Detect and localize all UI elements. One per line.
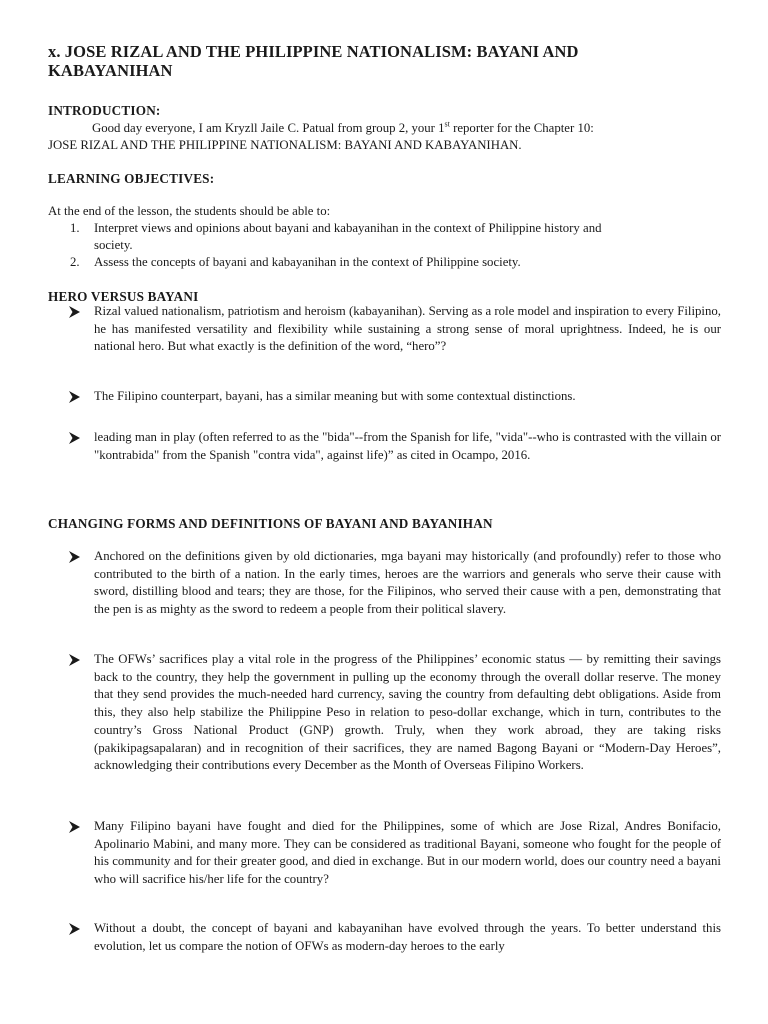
introduction-text-end: reporter for the Chapter 10: xyxy=(449,121,594,135)
arrowhead-bullet-icon xyxy=(68,388,82,406)
list-item xyxy=(48,818,721,889)
bullet-text: Rizal valued nationalism, patriotism and heroism (kabayanihan). Serving as a role model and inspiration to every Filipino, he has manifested versatility and flexibility while sustaining a strong sense of moral uprightness. Indeed, he is our national hero. But what exactly is the definition of the word, “hero”? xyxy=(94,304,721,354)
page-title-line-1: x. JOSE RIZAL AND THE PHILIPPINE NATIONALISM: BAYANI AND xyxy=(48,42,579,61)
changing-forms-heading: CHANGING FORMS AND DEFINITIONS OF BAYANI AND BAYANIHAN xyxy=(48,516,493,531)
objective-line: society. xyxy=(94,237,133,252)
introduction-line-2: JOSE RIZAL AND THE PHILIPPINE NATIONALISM: BAYANI AND KABAYANIHAN. xyxy=(48,137,522,152)
bullet-text: Without a doubt, the concept of bayani and kabayanihan have evolved through the years. To better understand this evolution, let us compare the notion of OFWs as modern-day heroes to the early xyxy=(94,921,721,953)
list-item xyxy=(48,429,721,464)
arrowhead-bullet-icon xyxy=(68,303,82,321)
arrowhead-bullet-icon xyxy=(68,651,82,669)
arrowhead-bullet-icon xyxy=(68,429,82,447)
objective-item xyxy=(48,220,720,253)
page-title-line-2: KABAYANIHAN xyxy=(48,61,173,80)
objective-line: Interpret views and opinions about bayani and kabayanihan in the context of Philippine history and xyxy=(94,221,602,235)
bullet-text: Anchored on the definitions given by old dictionaries, mga bayani may historically (and profoundly) refer to those who contributed to the birth of a nation. In the early times, heroes are the warriors and generals who serve their cause with sword, distilling blood and tears; they are those, for the Filipinos, who served their cause with a pen, demonstrating that the pen is as mighty as the sword to redeem a people from their political slavery. xyxy=(94,549,721,617)
introduction-text: Good day everyone, I am Kryzll Jaile C. Patual from group 2, your 1 xyxy=(92,121,445,135)
hero-versus-bayani-heading: HERO VERSUS BAYANI xyxy=(48,289,199,304)
learning-objectives-heading: LEARNING OBJECTIVES: xyxy=(48,171,215,186)
objective-number: 2. xyxy=(70,255,80,269)
bullet-text: The OFWs’ sacrifices play a vital role in the progress of the Philippines’ economic status — by remitting their savings back to the country, they help the government in pulling up the economy through the overall dollar reserve. The money that they send provides the much-needed hard currency, saving the country from defaulting debt obligations. Aside from this, they also help stabilize the Philippine Peso in relation to peso-dollar exchange, which in turn, contributes to the country’s Gross National Product (GNP) growth. Truly, when they work abroad, they are taking risks (pakikipagsapalaran) and in recognition of their sacrifices, they are named Bagong Bayani or “Modern-Day Heroes”, acknowledging their contributions every December as the Month of Overseas Filipino Workers. xyxy=(94,652,721,773)
bullet-text: Many Filipino bayani have fought and died for the Philippines, some of which are Jose Rizal, Andres Bonifacio, Apolinario Mabini, and many more. They can be considered as traditional Bayani, someone who fought for the people of his community and for their greater good, and died in exchange. But in our modern world, does our country need a bayani who will sacrifice his/her life for the country? xyxy=(94,819,721,887)
list-item xyxy=(48,651,721,775)
objective-text: Assess the concepts of bayani and kabayanihan in the context of Philippine society. xyxy=(94,255,521,269)
arrowhead-bullet-icon xyxy=(68,920,82,938)
list-item xyxy=(48,920,721,955)
list-item xyxy=(48,303,721,356)
objective-number: 1. xyxy=(70,221,80,235)
list-item xyxy=(48,388,721,406)
objective-item xyxy=(48,254,720,271)
page-title xyxy=(48,42,738,80)
introduction-line-1 xyxy=(48,120,720,137)
arrowhead-bullet-icon xyxy=(68,818,82,836)
introduction-paragraph xyxy=(48,120,720,153)
list-item xyxy=(48,548,721,619)
arrowhead-bullet-icon xyxy=(68,548,82,566)
ordinal-superscript: st xyxy=(444,119,450,129)
objective-text xyxy=(94,220,720,253)
bullet-text: The Filipino counterpart, bayani, has a similar meaning but with some contextual distinctions. xyxy=(94,389,576,403)
introduction-heading: INTRODUCTION: xyxy=(48,103,161,118)
bullet-text: leading man in play (often referred to as the "bida"--from the Spanish for life, "vida"--who is contrasted with the villain or "kontrabida" from the Spanish "contra vida", against life)” as cited in Ocampo, 2016. xyxy=(94,430,721,462)
objectives-lead: At the end of the lesson, the students should be able to: xyxy=(48,204,331,218)
